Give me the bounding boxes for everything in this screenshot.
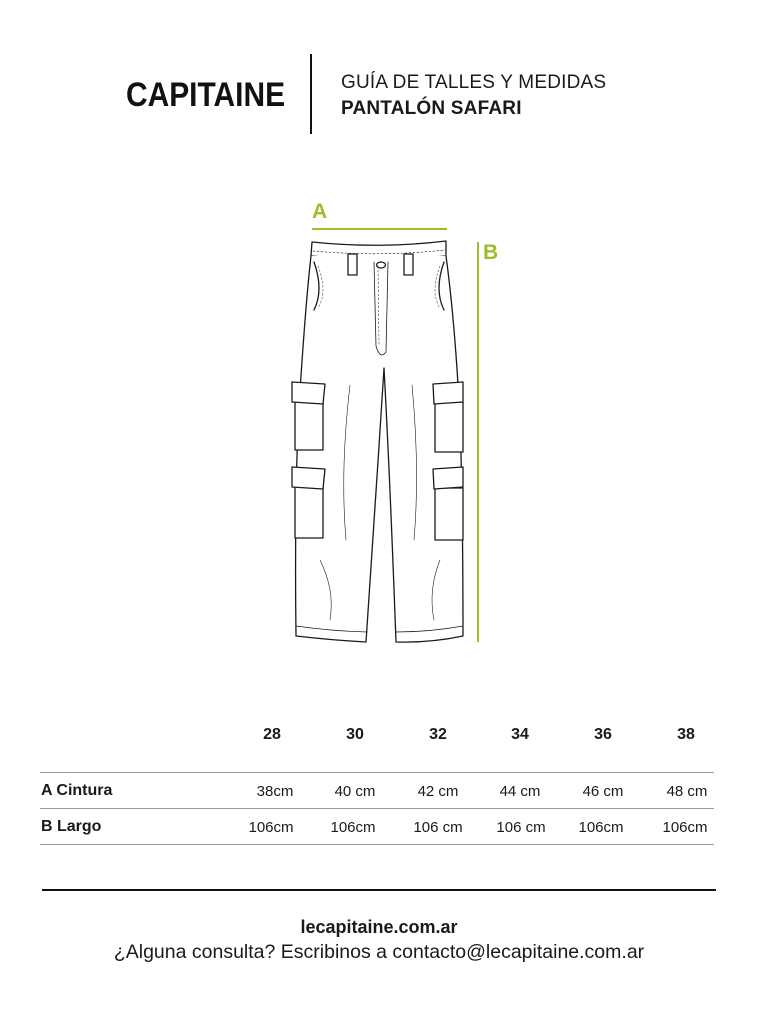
row-label: B Largo [41, 818, 102, 835]
label-b: B [483, 241, 499, 264]
product-name: PANTALÓN SAFARI [341, 98, 522, 119]
guide-title: GUÍA DE TALLES Y MEDIDAS [341, 72, 607, 93]
value-cell: 106cm [662, 819, 708, 836]
value-cell: 106cm [330, 819, 376, 836]
value-cell: 44 cm [499, 783, 541, 800]
size-34: 34 [511, 726, 529, 743]
value-cell: 106 cm [496, 819, 546, 836]
size-36: 36 [594, 726, 612, 743]
size-28: 28 [263, 726, 281, 743]
website-link[interactable]: lecapitaine.com.ar [300, 917, 458, 937]
value-cell: 106cm [578, 819, 624, 836]
brand-logo: CAPITAINE [126, 76, 286, 114]
value-cell: 48 cm [666, 783, 708, 800]
value-cell: 42 cm [417, 783, 459, 800]
table-rule [40, 844, 714, 845]
value-cell: 40 cm [334, 783, 376, 800]
footer-divider [42, 889, 716, 891]
size-32: 32 [429, 726, 447, 743]
value-cell: 106cm [248, 819, 294, 836]
size-30: 30 [346, 726, 364, 743]
table-row-largo [40, 809, 714, 845]
size-38: 38 [677, 726, 695, 743]
label-a: A [312, 200, 328, 223]
value-cell: 106 cm [413, 819, 463, 836]
value-cell: 46 cm [582, 783, 624, 800]
contact-text: ¿Alguna consulta? Escribinos a contacto@lecapitaine.com.ar [113, 941, 645, 963]
size-header-row [40, 726, 714, 756]
table-row-cintura [40, 773, 714, 809]
value-cell: 38cm [256, 783, 294, 800]
row-label: A Cintura [41, 782, 113, 799]
